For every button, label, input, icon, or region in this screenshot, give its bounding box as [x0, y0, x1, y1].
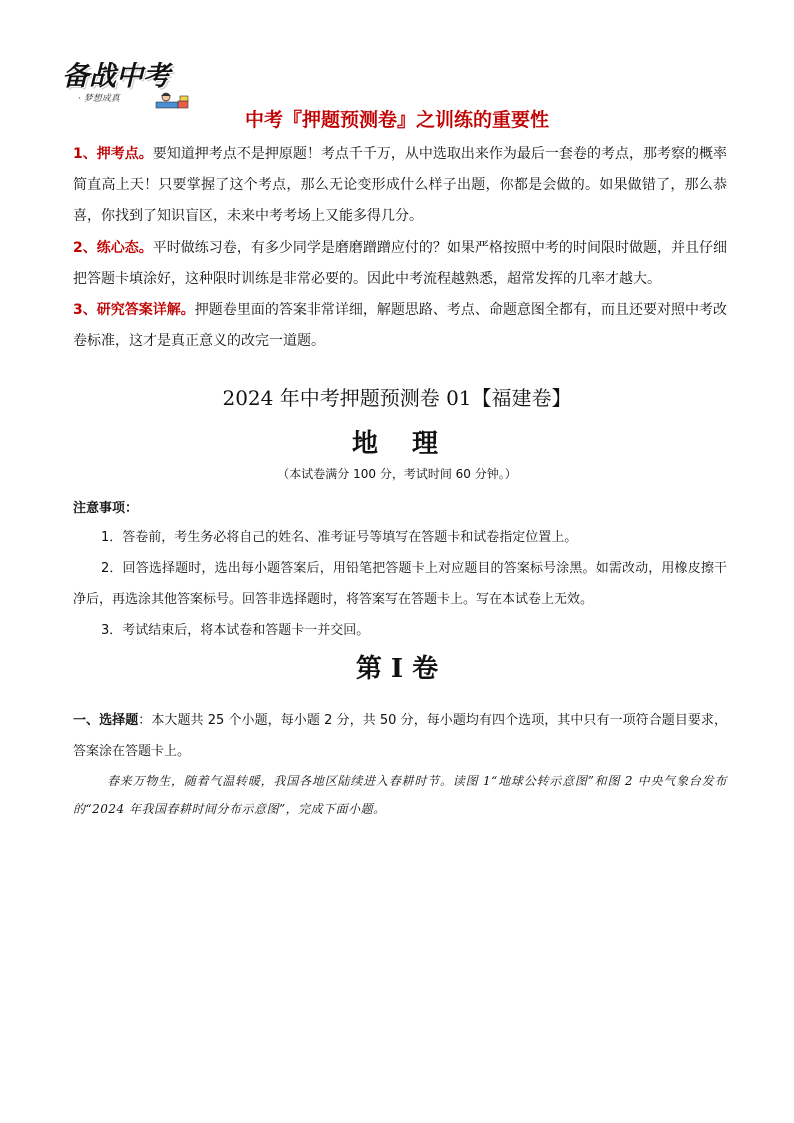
section-instructions — [73, 705, 727, 767]
logo-subtitle: · 梦想成真 — [78, 94, 120, 104]
subject-title — [0, 423, 794, 460]
intro-point-text: 押题卷里面的答案非常详细，解题思路、考点、命题意图全都有，而且还要对照中考改卷标准，这才是真正意义的改完一道题。 — [73, 302, 727, 349]
logo-title: 备战中考 — [62, 61, 170, 92]
headline: 中考『押题预测卷』之训练的重要性 — [244, 109, 549, 131]
notice-heading: 注意事项： — [73, 501, 139, 516]
intro-point-1 — [73, 139, 727, 232]
intro-point-label: 2、练心态。 — [73, 240, 153, 256]
section-label: 一、选择题 — [73, 713, 139, 728]
intro-point-text: 平时做练习卷，有多少同学是磨磨蹭蹭应付的？如果严格按照中考的时间限时做题，并且仔细把答题卡填涂好，这种限时训练是非常必要的。因此中考流程越熟悉，超常发挥的几率才越大。 — [73, 240, 727, 287]
subject-char: 地 — [351, 429, 382, 459]
notice-item: 2．回答选择题时，选出每小题答案后，用铅笔把答题卡上对应题目的答案标号涂黑。如需改动，用橡皮擦干净后，再选涂其他答案标号。回答非选择题时，将答案写在答题卡上。写在本试卷上无效。 — [73, 561, 727, 607]
volume-heading: 第 I 卷 — [355, 654, 439, 684]
subject-char: 理 — [412, 429, 443, 459]
question-material: 春来万物生，随着气温转暖，我国各地区陆续进入春耕时节。读图 1“地球公转示意图”和图 2 中央气象台发布的“2024 年我国春耕时间分布示意图”，完成下面小题。 — [73, 774, 727, 816]
score-note: （本试卷满分 100 分，考试时间 60 分钟。） — [277, 467, 517, 481]
section-text: ：本大题共 25 个小题，每小题 2 分，共 50 分，每小题均有四个选项，其中只有一项符合题目要求，答案涂在答题卡上。 — [73, 713, 727, 759]
intro-point-3 — [73, 295, 727, 357]
intro-point-text: 要知道押考点不是押原题！考点千千万，从中选取出来作为最后一套卷的考点，那考察的概率简直高上天！只要掌握了这个考点，那么无论变形成什么样子出题，你都是会做的。如果做错了，那么恭喜，你找到了知识盲区，未来中考考场上又能多得几分。 — [73, 146, 727, 224]
notice-item: 3．考试结束后，将本试卷和答题卡一并交回。 — [101, 623, 370, 638]
intro-point-label: 1、押考点。 — [73, 146, 153, 162]
intro-point-label: 3、研究答案详解。 — [73, 302, 195, 318]
exam-title: 2024 年中考押题预测卷 01【福建卷】 — [222, 386, 572, 410]
logo — [58, 52, 208, 112]
notice-item: 1．答卷前，考生务必将自己的姓名、准考证号等填写在答题卡和试卷指定位置上。 — [101, 530, 578, 545]
intro-point-2 — [73, 233, 727, 295]
